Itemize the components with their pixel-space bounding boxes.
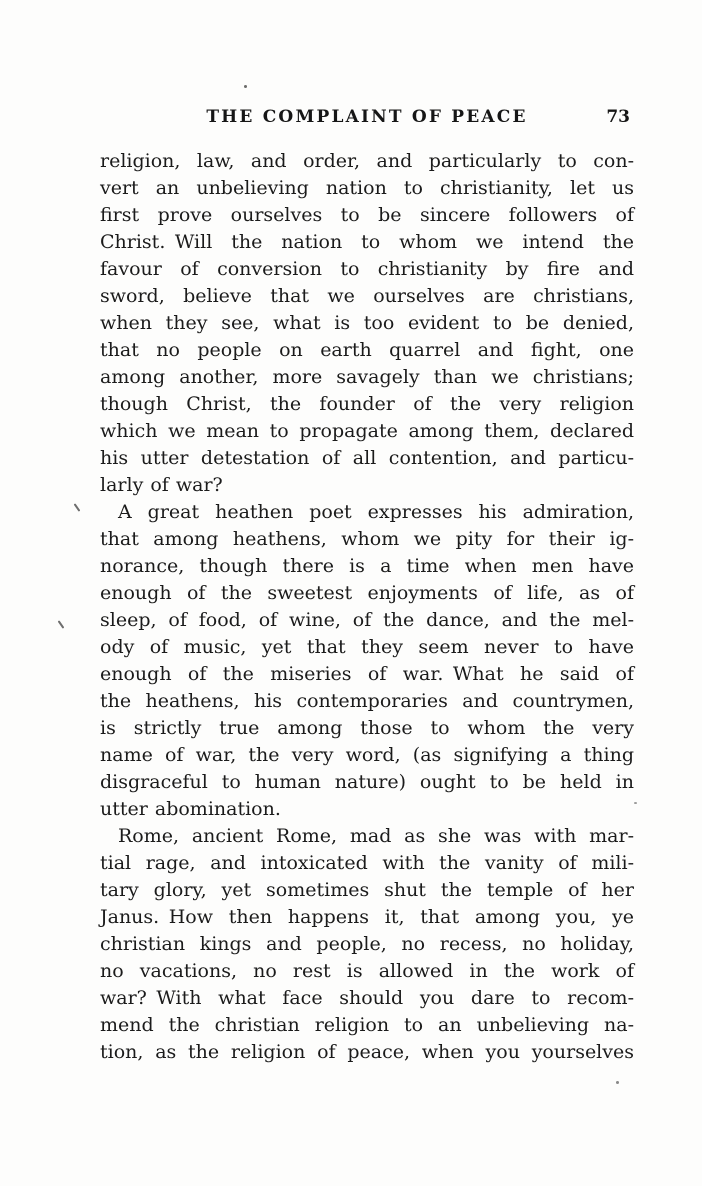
text-line: enough of the sweetest enjoyments of life, as of xyxy=(100,582,634,604)
text-line: larly of war? xyxy=(100,474,223,496)
text-line: ody of music, yet that they seem never to have xyxy=(100,636,634,658)
text-line: which we mean to propagate among them, declared xyxy=(100,420,634,442)
paragraph xyxy=(100,148,634,499)
text-line: tion, as the religion of peace, when you yourselves xyxy=(100,1041,634,1063)
text-line: Janus. How then happens it, that among you, ye xyxy=(100,906,634,928)
body-text xyxy=(100,148,634,1066)
text-line: his utter detestation of all contention, and particu- xyxy=(100,447,634,469)
text-line: though Christ, the founder of the very religion xyxy=(100,393,634,415)
text-line: enough of the miseries of war. What he said of xyxy=(100,663,634,685)
text-line: tary glory, yet sometimes shut the temple of her xyxy=(100,879,634,901)
text-line: Rome, ancient Rome, mad as she was with mar- xyxy=(118,825,634,847)
running-title: THE COMPLAINT OF PEACE xyxy=(206,107,528,127)
scan-tick-mark xyxy=(74,503,81,512)
text-line: christian kings and people, no recess, no holiday, xyxy=(100,933,634,955)
text-line: norance, though there is a time when men have xyxy=(100,555,634,577)
text-line: no vacations, no rest is allowed in the work of xyxy=(100,960,634,982)
text-line: Christ. Will the nation to whom we intend the xyxy=(100,231,634,253)
scan-speck-dot xyxy=(244,85,247,88)
text-line: first prove ourselves to be sincere followers of xyxy=(100,204,634,226)
text-line: utter abomination. xyxy=(100,798,281,820)
text-line: mend the christian religion to an unbelieving na- xyxy=(100,1014,634,1036)
text-line: A great heathen poet expresses his admiration, xyxy=(118,501,634,523)
text-line: that no people on earth quarrel and fight, one xyxy=(100,339,634,361)
text-line: is strictly true among those to whom the very xyxy=(100,717,634,739)
text-line: favour of conversion to christianity by fire and xyxy=(100,258,634,280)
scan-tick-mark xyxy=(58,620,65,629)
text-line: vert an unbelieving nation to christianity, let us xyxy=(100,177,634,199)
scan-speck-dot xyxy=(616,1081,619,1084)
text-line: religion, law, and order, and particularly to con- xyxy=(100,150,634,172)
text-line: war? With what face should you dare to recom- xyxy=(100,987,634,1009)
text-line: tial rage, and intoxicated with the vanity of mili- xyxy=(100,852,634,874)
paragraph xyxy=(100,499,634,823)
text-line: among another, more savagely than we christians; xyxy=(100,366,634,388)
text-line: sleep, of food, of wine, of the dance, and the mel- xyxy=(100,609,634,631)
text-line: name of war, the very word, (as signifying a thing xyxy=(100,744,634,766)
page-number: 73 xyxy=(606,107,630,127)
page-header xyxy=(100,107,634,129)
text-line: that among heathens, whom we pity for their ig- xyxy=(100,528,634,550)
text-line: disgraceful to human nature) ought to be held in xyxy=(100,771,634,793)
text-line: when they see, what is too evident to be denied, xyxy=(100,312,634,334)
paragraph xyxy=(100,823,634,1066)
text-line: sword, believe that we ourselves are christians, xyxy=(100,285,634,307)
text-line: the heathens, his contemporaries and countrymen, xyxy=(100,690,634,712)
scan-speck-dot xyxy=(634,802,637,804)
